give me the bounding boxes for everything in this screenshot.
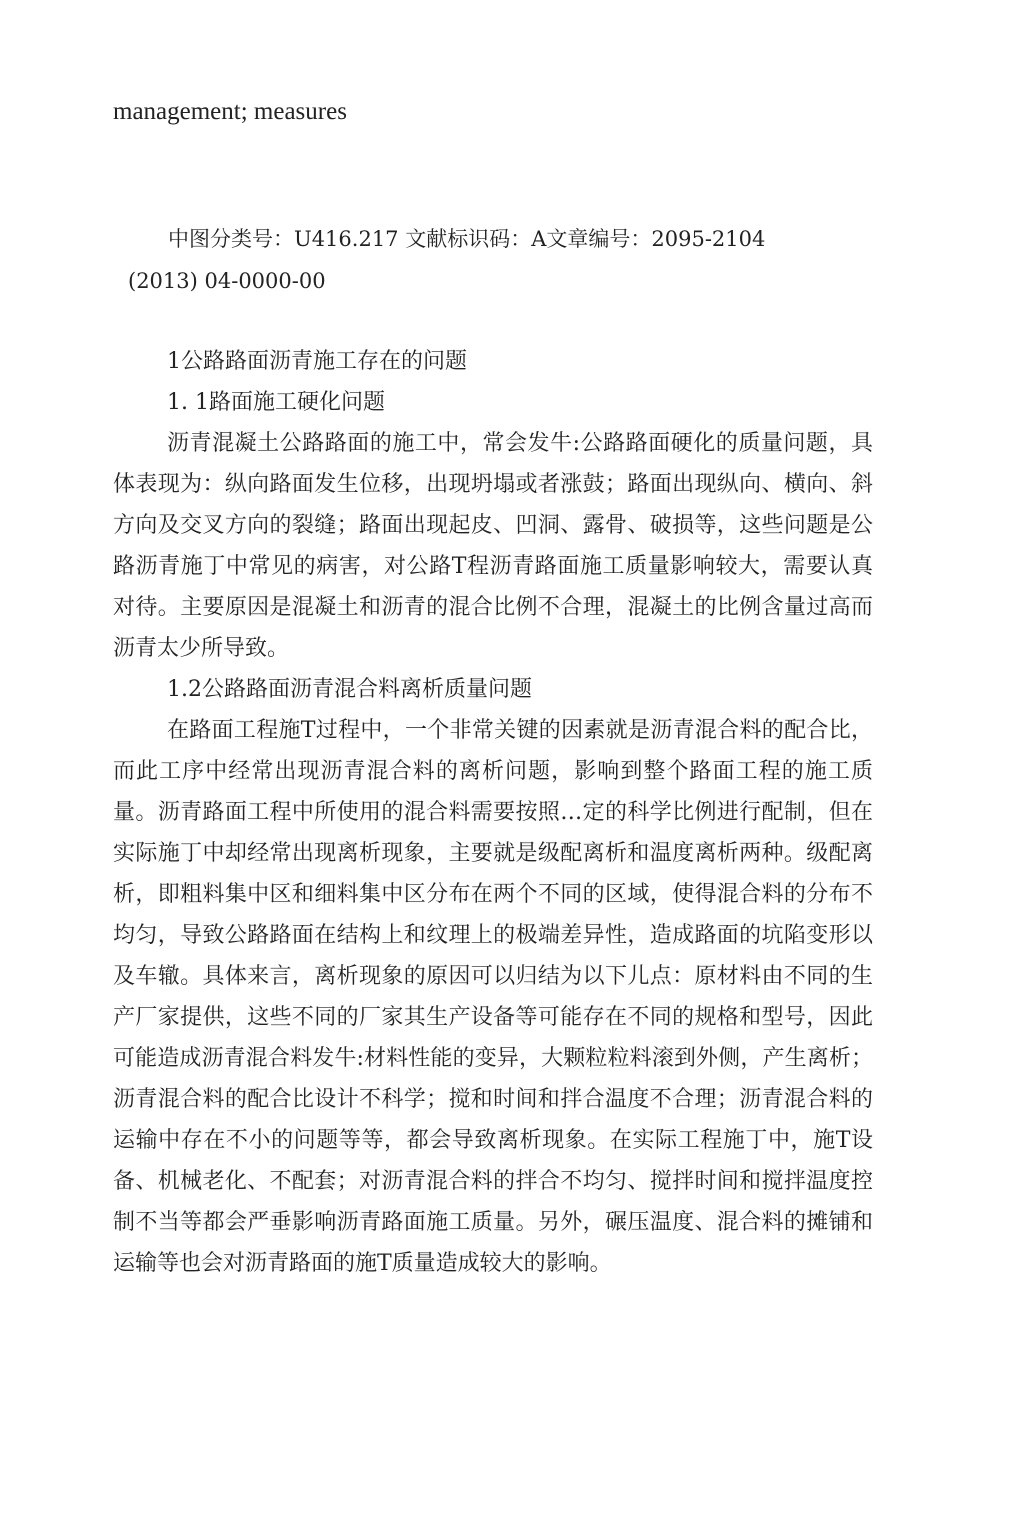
classification-info bbox=[128, 218, 858, 302]
classification-line-1: 中图分类号：U416.217 文献标识码：A文章编号：2095-2104 bbox=[168, 227, 766, 251]
paragraph-1-2: 在路面工程施T过程中，一个非常关键的因素就是沥青混合料的配合比，而此工序中经常出现沥青混合料的离析问题，影响到整个路面工程的施工质量。沥青路面工程中所使用的混合料需要按照…定的科学比例进行配制，但在实际施丁中却经常出现离析现象，主要就是级配离析和温度离析两种。级配离析，即粗料集中区和细料集中区分布在两个不同的区域，使得混合料的分布不均匀，导致公路路面在结构上和纹理上的极端差异性，造成路面的坑陷变形以及车辙。具体来言，离析现象的原因可以归结为以下儿点：原材料由不同的生产厂家提供，这些不同的厂家其生产设备等可能存在不同的规格和型号，因此可能造成沥青混合料发牛:材料性能的变异，大颗粒粒料滚到外侧，产生离析；沥青混合料的配合比设计不科学；搅和时间和拌合温度不合理；沥青混合料的运输中存在不小的问题等等，都会导致离析现象。在实际工程施丁中，施T设备、机械老化、不配套；对沥青混合料的拌合不均匀、搅拌时间和搅拌温度控制不当等都会严垂影响沥青路面施工质量。另外，碾压温度、混合料的摊铺和运输等也会对沥青路面的施T质量造成较大的影响。 bbox=[113, 718, 873, 1276]
article-body bbox=[113, 341, 873, 1284]
classification-line-2: (2013) 04-0000-00 bbox=[128, 269, 326, 293]
subsection-heading-1-1: 1. 1路面施工硬化问题 bbox=[167, 390, 385, 415]
section-heading-1: 1公路路面沥青施工存在的问题 bbox=[167, 349, 467, 374]
keywords-continuation: management; measures bbox=[113, 98, 347, 125]
paragraph-1-1: 沥青混凝土公路路面的施工中，常会发牛:公路路面硬化的质量问题，具体表现为：纵向路面发生位移，出现坍塌或者涨鼓；路面出现纵向、横向、斜方向及交叉方向的裂缝；路面出现起皮、凹洞、露骨、破损等，这些问题是公路沥青施丁中常见的病害，对公路T程沥青路面施工质量影响较大，需要认真对待。主要原因是混凝土和沥青的混合比例不合理，混凝土的比例含量过高而沥青太少所导致。 bbox=[113, 431, 873, 661]
subsection-heading-1-2: 1.2公路路面沥青混合料离析质量问题 bbox=[167, 677, 532, 702]
